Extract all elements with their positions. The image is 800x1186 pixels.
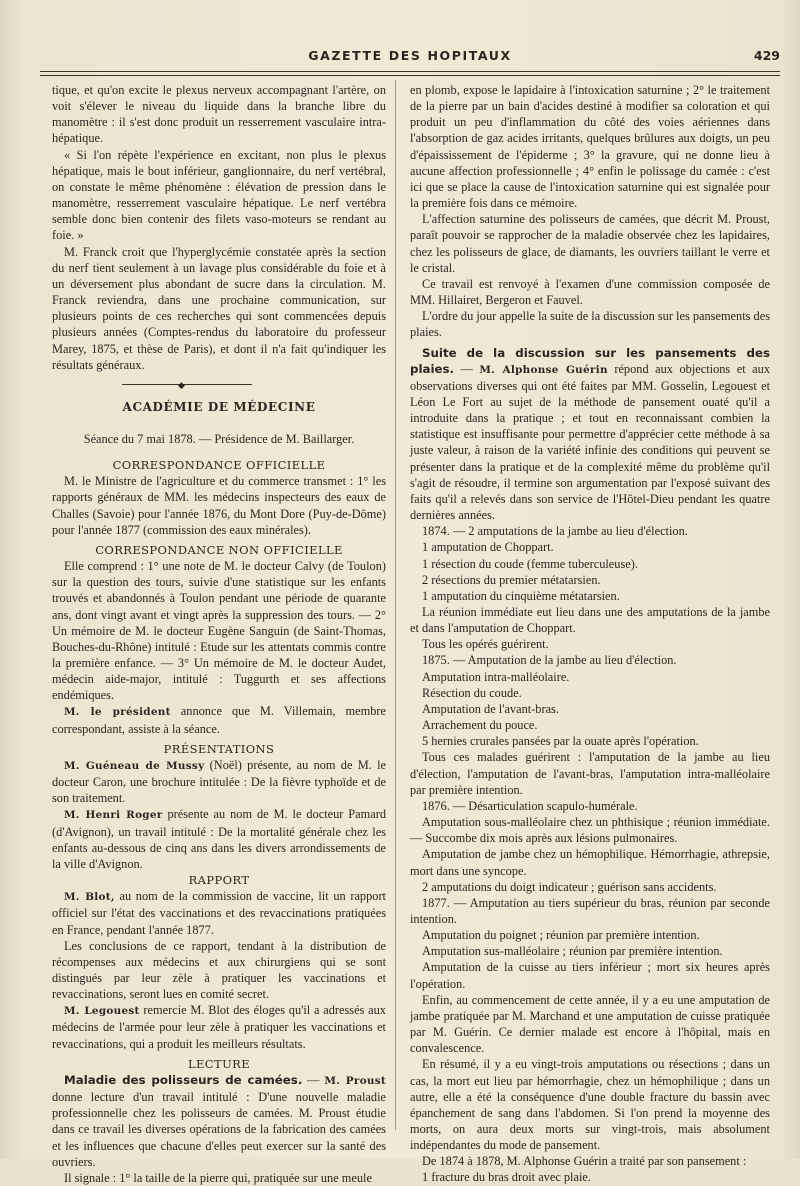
discussion-title: Suite de la discussion sur les pansements des plaies.: [410, 345, 770, 376]
divider-ornament: ◆: [178, 379, 185, 390]
paragraph-text: au nom de la commission de vaccine, lit un rapport officiel sur l'état des vaccinations et des revaccinations pratiquées en France, pendant l'année 1877.: [52, 889, 386, 937]
case-line: Amputation du poignet ; réunion par première intention.: [422, 928, 700, 943]
case-line: Amputation sus-malléolaire ; réunion par première intention.: [422, 944, 723, 959]
right-column: [410, 82, 770, 1186]
case-line: Résection du coude.: [422, 685, 522, 700]
speaker-name: M. Guéneau de Mussy: [64, 759, 205, 772]
case-line: 2 amputations du doigt indicateur ; guérison sans accidents.: [422, 879, 717, 894]
paragraph: [52, 1072, 386, 1170]
header-rule-thin: [40, 75, 780, 76]
case-line: 1 résection du coude (femme tuberculeuse).: [422, 556, 638, 571]
case-line: Amputation intra-malléolaire.: [422, 669, 570, 684]
paragraph: L'ordre du jour appelle la suite de la discussion sur les pansements des plaies.: [410, 309, 770, 340]
subheading-rapport: RAPPORT: [188, 873, 250, 888]
case-line: La réunion immédiate eut lieu dans une des amputations de la jambe et dans l'amputation de Choppart.: [410, 605, 770, 636]
case-line: Amputation de jambe chez un hémophilique. Hémorrhagie, athrepsie, mort dans une syncope.: [410, 847, 770, 878]
paragraph-text: remercie M. Blot des éloges qu'il a adressés aux médecins de l'armée pour leur zèle à pratiquer les vaccinations et revaccinations, qui a produit les meilleurs résultats.: [52, 1003, 386, 1051]
case-line: 5 hernies crurales pansées par la ouate après l'opération.: [422, 734, 699, 749]
case-line: Tous ces malades guérirent : l'amputation de la jambe au lieu d'élection, l'amputation de l'avant-bras, l'amputation intra-malléolaire par première intention.: [410, 750, 770, 797]
paragraph: [52, 757, 386, 806]
case-line: 2 résections du premier métatarsien.: [422, 572, 601, 587]
paragraph: [410, 345, 770, 524]
speaker-name: M. le président: [64, 706, 171, 719]
paragraph: M. Franck croit que l'hyperglycémie constatée après la section du nerf tient seulement à un lavage plus considérable du foie et à un déversement plus abondant de sucre dans la circulation. M. Franck reviendra, dans une prochaine communication, sur plusieurs points de ces recherches qui sont commencées depuis plusieurs années (Comptes-rendus du laboratoire du professeur Marey, 1875, et thèse de Paris), et dont il n'a fait qu'indiquer les résultats généraux.: [52, 244, 386, 372]
paragraph: L'affection saturnine des polisseurs de camées, que décrit M. Proust, paraît pouvoir se rapprocher de la maladie observée chez les lapidaires, chez les polisseurs de glace, de diamants, les ouvriers taillant le verre et le cristal.: [410, 212, 770, 275]
paragraph: tique, et qu'on excite le plexus nerveux accompagnant l'artère, on voit s'élever le niveau du liquide dans la branche libre du manomètre : il s'est donc produit un resserrement vasculaire intra-hépatique.: [52, 83, 386, 146]
paragraph-text: donne lecture d'un travail intitulé : D'une nouvelle maladie professionnelle chez les polisseurs de camées. M. Proust étudie dans ce travail les diverses opérations de la fabrication des camées et les influences que chacune d'elles peut exercer sur la santé des ouvriers.: [52, 1090, 386, 1169]
column-separator: [395, 80, 396, 1130]
paragraph: [52, 703, 386, 736]
case-line: Amputation sous-malléolaire chez un phthisique ; réunion immédiate. — Succombe dix mois après aux lésions pulmonaires.: [410, 815, 770, 846]
case-line: Amputation de la cuisse au tiers inférieur ; mort six heures après l'opération.: [410, 960, 770, 991]
case-line: 1 amputation du cinquième métatarsien.: [422, 588, 620, 603]
paragraph-text: répond aux objections et aux observations diverses qui ont été faites par MM. Gosselin, Legouest et Léon Le Fort au sujet de la méthode de pansement ouaté qu'il a introduite dans la pratique ; et tout en reconnaissant combien la statistique est insuffisante pour permettre d'apprécier cette méthode à sa juste valeur, à raison de la variété infinie des conditions qui peuvent se présenter dans la pratique et de la complexité même du problème qu'il s'agit de résoudre, il termine son argumentation par l'exposé suivant des faits qu'il a relevés dans son service de l'Hôtel-Dieu pendant les quatre dernières années.: [410, 361, 770, 523]
case-line: 1 fracture du bras droit avec plaie.: [422, 1170, 591, 1185]
paragraph: [52, 888, 386, 937]
paragraph: [52, 1002, 386, 1051]
page-header: [40, 44, 780, 66]
subheading-correspondance-officielle: CORRESPONDANCE OFFICIELLE: [112, 458, 326, 473]
paragraph: Les conclusions de ce rapport, tendant à la distribution de récompenses aux médecins et aux chirurgiens qui se sont distingués par leur zèle à pratiquer les vaccinations et revaccinations, seront lues en comité secret.: [52, 938, 386, 1002]
case-line: 1 amputation de Choppart.: [422, 540, 554, 555]
divider-line: [122, 384, 252, 385]
dash: —: [454, 361, 480, 376]
case-line: 1875. — Amputation de la jambe au lieu d'élection.: [422, 653, 677, 668]
dash: —: [302, 1072, 325, 1087]
speaker-name: M. Henri Roger: [64, 809, 163, 822]
subheading-lecture: LECTURE: [187, 1056, 251, 1071]
speaker-name: M. Proust: [324, 1074, 387, 1087]
subheading-presentations: PRÉSENTATIONS: [163, 741, 275, 756]
seance-line: Séance du 7 mai 1878. — Présidence de M. Baillarger.: [83, 431, 355, 446]
paragraph: Il signale : 1° la taille de la pierre qui, pratiquée sur une meule: [64, 1170, 372, 1185]
page-number: 429: [753, 48, 780, 63]
lecture-title: Maladie des polisseurs de camées.: [64, 1072, 303, 1087]
paragraph: Enfin, au commencement de cette année, il y a eu une amputation de jambe pratiquée par M. Marchand et une amputation de cuisse pratiquée par M. Guérin. Ce dernier malade est encore à l'hôpital, mais en convalescence.: [410, 992, 770, 1056]
paragraph: Ce travail est renvoyé à l'examen d'une commission composée de MM. Hillairet, Bergeron et Fauvel.: [410, 276, 770, 308]
speaker-name: M. Alphonse Guérin: [479, 363, 608, 376]
case-line: 1877. — Amputation au tiers supérieur du bras, réunion par seconde intention.: [410, 895, 770, 926]
paragraph: [52, 806, 386, 872]
case-line: Arrachement du pouce.: [422, 718, 538, 733]
header-rule-thick: [40, 71, 780, 72]
paragraph-text: présente au nom de M. le docteur Pamard (d'Avignon), un travail intitulé : De la mortalité générale chez les enfants au-dessous de cinq ans dans les divers arrondissements de la ville d'Avignon.: [52, 807, 387, 871]
speaker-name: M. Legouest: [64, 1005, 140, 1018]
case-line: Tous les opérés guérirent.: [422, 637, 549, 652]
left-column: [52, 82, 386, 1186]
section-heading-academie: ACADÉMIE DE MÉDECINE: [122, 399, 316, 414]
case-line: Amputation de l'avant-bras.: [422, 701, 559, 716]
paragraph-text: annonce que M. Villemain, membre correspondant, assiste à la séance.: [52, 704, 386, 736]
case-line: 1876. — Désarticulation scapulo-humérale.: [422, 798, 638, 813]
journal-title: GAZETTE DES HOPITAUX: [308, 48, 512, 63]
paragraph: Elle comprend : 1° une note de M. le docteur Calvy (de Toulon) sur la question des tours, suivie d'une statistique sur les enfants trouvés et abandonnés à Toulon pendant une période de quarante ans, dont vingt avant et vingt après la suppression des tours. — 2° Un mémoire de M. le docteur Eugène Sanguin (de Saint-Thomas, Bouches-du-Rhône) intitulé : Etude sur les attentats commis contre la première enfance. — 3° Un mémoire de M. le docteur Audet, médecin aide-major, intitulé : Tuggurth et ses affections endémiques.: [52, 559, 386, 703]
section-divider: [52, 379, 386, 389]
paragraph: M. le Ministre de l'agriculture et du commerce transmet : 1° les rapports généraux de MM. les médecins inspecteurs des eaux de Challes (Savoie) pour l'année 1876, du Mont Dore (Puy-de-Dôme) pour l'année 1877 (commission des eaux minérales).: [52, 474, 386, 537]
paragraph-text: (Noël) présente, au nom de M. le docteur Caron, une brochure intitulée : De la fièvre typhoïde et de son traitement.: [52, 757, 386, 806]
case-line: 1874. — 2 amputations de la jambe au lieu d'élection.: [422, 524, 688, 539]
subheading-correspondance-non-officielle: CORRESPONDANCE NON OFFICIELLE: [95, 542, 343, 557]
paragraph: « Si l'on répète l'expérience en excitant, non plus le plexus hépatique, mais le bout inférieur, ganglionnaire, du nerf vertébral, on constate le même phénomène : élévation de pression dans le manomètre, resserrement vasculaire hépatique. Le nerf vertébra semble donc bien contenir des filets vaso-moteurs se rendant au foie. »: [52, 147, 386, 243]
paragraph: En résumé, il y a eu vingt-trois amputations ou résections ; dans un cas, la mort eut lieu par hémorrhagie, chez un hémophilique ; dans un autre, elle a été la conséquence d'une double fracture du bassin avec épanchement de sang dans l'abdomen. Si l'on prend la moyenne des morts, on aura deux morts sur vingt-trois, mais absolument indépendantes du mode de pansement.: [410, 1057, 770, 1153]
speaker-name: M. Blot,: [64, 891, 115, 904]
paragraph: De 1874 à 1878, M. Alphonse Guérin a traité par son pansement :: [422, 1154, 747, 1169]
paragraph: en plomb, expose le lapidaire à l'intoxication saturnine ; 2° le traitement de la pierre par un bain d'acides destiné à modifier sa coloration et qui produit un peu d'inflammation du côté des voies aériennes dans l'absorption de gaz acides irritants, quelques brûlures aux doigts, un peu d'épaississement de l'épiderme ; 3° la gravure, qui ne donne lieu à aucune affection professionnelle ; 4° enfin le polissage du camée : c'est ici que se place la cause de l'intoxication saturnine qui est signalée pour la première fois dans ce mémoire.: [410, 83, 770, 211]
